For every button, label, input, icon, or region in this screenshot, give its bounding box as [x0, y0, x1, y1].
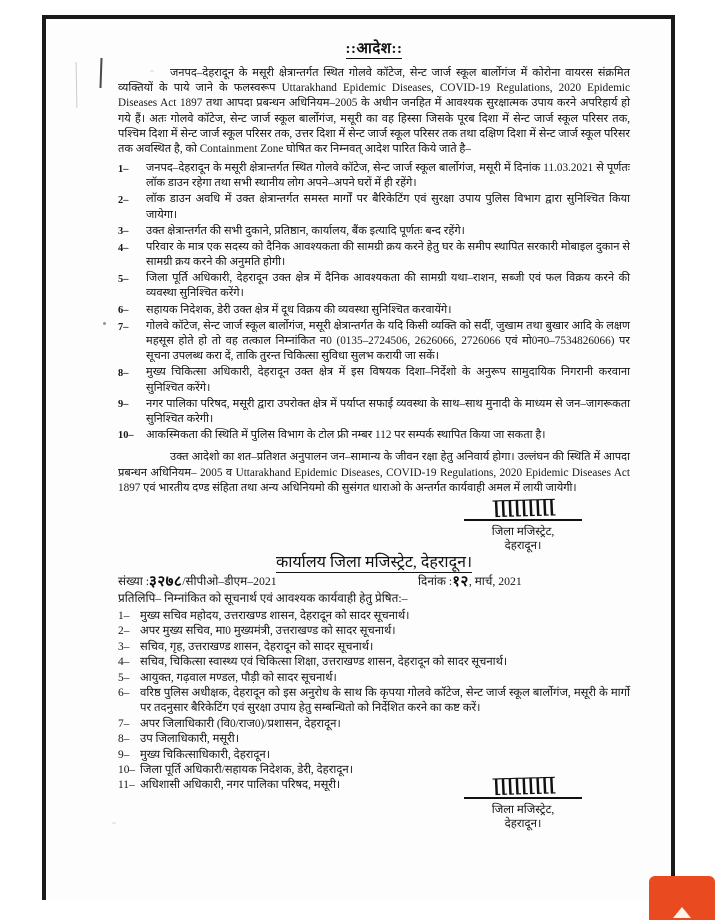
signature-place: देहरादून।: [504, 540, 542, 552]
order-item: [118, 365, 630, 395]
copy-distribution-list: [118, 609, 630, 794]
copy-list-item: [118, 732, 630, 747]
order-item-number: 10–: [118, 430, 134, 442]
copy-item-text: सचिव, चिकित्सा स्वास्थ्य एवं चिकित्सा शिक्षा, उत्तराखण्ड शासन, देहरादून को सादर सूचनार्थ।: [140, 656, 508, 669]
office-heading: [118, 550, 630, 572]
page-title: [118, 38, 630, 58]
copy-item-text: वरिष्ठ पुलिस अधीक्षक, देहरादून को इस अनुरोध के साथ कि कृपया गोलवे कॉटेज, सेन्ट जार्ज स्कूल बार्लोगंज, मसूरी के मार्गो पर तदनुसार बैरिकेटिंग एवं सुरक्षा उपाय हेतु सम्बन्धितो को निर्देशित करने का कष्ट करें।: [140, 687, 630, 715]
dispatch-number-label: संख्या :: [118, 574, 150, 588]
order-item-text: लॉक डाउन अवधि में उक्त क्षेत्रान्तर्गत समस्त मार्गों पर बैरिकेटिंग एवं सुरक्षा उपाय पुलिस विभाग द्वारा सुनिश्चित किया जायेगा।: [146, 193, 630, 221]
scan-speckle: [112, 822, 116, 824]
handwritten-signature: ꞁꞁꞁꞁꞁꞁꞁꞁꞁ: [491, 491, 555, 518]
order-item: [118, 319, 630, 364]
copy-item-number: 6–: [118, 687, 130, 700]
copy-item-text: मुख्य चिकित्साधिकारी, देहरादून।: [140, 748, 271, 761]
order-item: [118, 240, 630, 270]
dispatch-number: [118, 572, 418, 589]
copy-item-number: 3–: [118, 640, 130, 653]
page-title-text: ::आदेश::: [345, 41, 403, 57]
order-item-text: परिवार के मात्र एक सदस्य को दैनिक आवश्यकता की सामग्री क्रय करने हेतु घर के समीप स्थापित सरकारी मोबाइल दुकान से सामग्री क्रय करने की अनुमति होगी।: [146, 241, 630, 269]
order-item: [118, 428, 630, 444]
copy-list-item: [118, 655, 630, 670]
copy-item-text: सचिव, गृह, उत्तराखण्ड शासन, देहरादून को सादर सूचनार्थ।: [140, 640, 374, 653]
copy-item-text: अधिशासी अधिकारी, नगर पालिका परिषद, मसूरी।: [140, 779, 341, 792]
copy-item-number: 2–: [118, 625, 130, 638]
signature-underline: [464, 797, 582, 799]
order-item-text: आकस्मिकता की स्थिति में पुलिस विभाग के टोल फ्री नम्बर 112 पर सम्पर्क स्थापित किया जा सकता है।: [146, 428, 546, 441]
copy-item-number: 4–: [118, 656, 130, 669]
order-item-text: गोलवे कॉटेज, सेन्ट जार्ज स्कूल बार्लोगंज, मसूरी क्षेत्रान्तर्गत के यदि किसी व्यक्ति को सर्दी, जुखाम तथा बुखार आदि के लक्षण महसूस होते हो तो वह तत्काल निम्नांकित न0 (0135–2724506, 2626066, 2726066 एवं मो0न0–7534826066) पर सूचना उपलब्ध करा दें, ताकि तुरन्त चिकित्सा सुविधा सुलभ करायी जा सकें।: [146, 320, 630, 363]
signature-designation: जिला मजिस्ट्रेट,: [491, 804, 555, 816]
office-heading-text: कार्यालय जिला मजिस्ट्रेट, देहरादून।: [275, 554, 473, 571]
copy-list-item: [118, 717, 630, 732]
copy-item-number: 5–: [118, 671, 130, 684]
copy-item-text: अपर मुख्य सचिव, मा0 मुख्यमंत्री, उत्तराखण्ड को सादर सूचनार्थ।: [140, 625, 396, 638]
order-item-text: उक्त क्षेत्रान्तर्गत की सभी दुकाने, प्रतिष्ठान, कार्यालय, बैंक इत्यादि पूर्णतः बन्द रहेंगे।: [146, 224, 465, 237]
order-item-number: 6–: [118, 305, 129, 317]
order-item-text: जनपद–देहरादून के मसूरी क्षेत्रान्तर्गत स्थित गोलवे कॉटेज, सेन्ट जार्ज स्कूल बार्लोगंज, मसूरी में दिनांक 11.03.2021 से पूर्णतः लॉक डाउन रहेगा तथा सभी स्थानीय लोग अपने–अपने घरों में ही रहेंगे।: [146, 162, 630, 190]
order-item: [118, 192, 630, 222]
signature-place: देहरादून।: [504, 818, 542, 830]
handwritten-signature: ꞁꞁꞁꞁꞁꞁꞁꞁꞁ: [491, 769, 555, 796]
order-item: [118, 397, 630, 427]
dispatch-number-suffix: /सीपीओ–डीएम–2021: [182, 574, 277, 588]
copy-list-item: [118, 609, 630, 624]
dispatch-number-date-row: [118, 572, 630, 589]
scroll-to-top-button[interactable]: [649, 876, 715, 920]
dispatch-date-suffix: , मार्च, 2021: [468, 574, 522, 588]
order-item-number: 1–: [118, 163, 129, 175]
copy-item-text: अपर जिलाधिकारी (वि0/राज0)/प्रशासन, देहरादून।: [140, 717, 341, 730]
dispatch-date-value: १२: [452, 572, 469, 590]
copy-item-text: उप जिलाधिकारी, मसूरी।: [140, 733, 240, 746]
closing-paragraph: उक्त आदेशो का शत–प्रतिशत अनुपालन जन–सामान्य के जीवन रक्षा हेतु अनिवार्य होगा। उल्लंघन की स्थिति में आपदा प्रबन्धन अधिनियम– 2005 व Uttarakhand Epidemic Diseases, COVID-19 Regulations, 2020 Epidemic Diseases Act 1897 एवं भारतीय दण्ड संहिता तथा अन्य अधिनियमो की सुसंगत धाराओ के अन्तर्गत कार्यवाही अमल में लायी जायेगी।: [118, 451, 630, 494]
copy-list-intro: प्रतिलिपि– निम्नांकित को सूचनार्थ एवं आवश्यक कार्यवाही हेतु प्रेषित:–: [118, 591, 408, 605]
order-item-number: 3–: [118, 226, 129, 238]
copy-item-number: 11–: [118, 779, 135, 792]
copy-list-item: [118, 686, 630, 717]
chevron-up-icon: [673, 907, 691, 918]
dispatch-number-value: ३२७८: [149, 572, 183, 590]
order-item-text: नगर पालिका परिषद, मसूरी द्वारा उपरोक्त क्षेत्र में पर्याप्त सफाई व्यवस्था के साथ–साथ मुनादी के माध्यम से जन–जागरूकता सुनिश्चित करेगी।: [146, 397, 630, 425]
copy-item-number: 10–: [118, 764, 136, 777]
signature-underline: [464, 519, 582, 521]
signature-block-top: [448, 491, 598, 553]
order-item-text: जिला पूर्ति अधिकारी, देहरादून उक्त क्षेत्र में दैनिक आवश्यकता की सामग्री यथा–राशन, सब्जी एवं फल विक्रय करने की व्यवस्था सुनिश्चित करेंगे।: [146, 272, 630, 300]
copy-list-item: [118, 748, 630, 763]
copy-item-text: जिला पूर्ति अधिकारी/सहायक निदेशक, डेरी, देहरादून।: [140, 764, 354, 777]
order-item: [118, 224, 630, 240]
copy-item-text: मुख्य सचिव महोदय, उत्तराखण्ड शासन, देहरादून को सादर सूचनार्थ।: [140, 610, 410, 622]
signature-block-bottom: [448, 769, 598, 831]
copy-list-item: [118, 640, 630, 655]
copy-item-number: 9–: [118, 748, 130, 761]
scan-speckle: [103, 322, 106, 325]
copy-item-number: 8–: [118, 733, 130, 746]
order-item-number: 5–: [118, 273, 129, 285]
copy-item-text: आयुक्त, गढ़वाल मण्डल, पौड़ी को सादर सूचनार्थ।: [140, 671, 337, 684]
order-item-number: 9–: [118, 399, 129, 411]
order-item-text: मुख्य चिकित्सा अधिकारी, देहरादून उक्त क्षेत्र में इस विषयक दिशा–निर्देशो के अनुरूप सामुदायिक निगरानी करवाना सुनिश्चित करेंगे।: [146, 366, 630, 394]
signature-designation: जिला मजिस्ट्रेट,: [491, 526, 555, 538]
order-item: [118, 303, 630, 319]
order-item-text: सहायक निदेशक, डेरी उक्त क्षेत्र में दूध विक्रय की व्यवस्था सुनिश्चित करवायेंगे।: [146, 303, 452, 316]
dispatch-date-label: दिनांक :: [418, 574, 453, 588]
order-item: [118, 271, 630, 301]
copy-list-item: [118, 624, 630, 639]
order-item-number: 8–: [118, 367, 129, 379]
order-item: [118, 161, 630, 191]
order-items-list: [118, 161, 630, 443]
copy-item-number: 1–: [118, 610, 130, 622]
dispatch-section: [118, 572, 630, 794]
order-item-number: 4–: [118, 242, 129, 254]
order-item-number: 7–: [118, 321, 129, 333]
order-body: [118, 38, 630, 500]
dispatch-date: [418, 572, 630, 589]
opening-paragraph: जनपद–देहरादून के मसूरी क्षेत्रान्तर्गत स्थित गोलवे कॉटेज, सेन्ट जार्ज स्कूल बार्लोगंज में कोरोना वायरस संक्रमित व्यक्तियों के पाये जाने के फलस्वरूप Uttarakhand Epidemic Diseases, COVID-19 Regulations, 2020 Epidemic Diseases Act 1897 तथा आपदा प्रबन्धन अधिनियम–2005 के अधीन जनहित में आवश्यक सुरक्षात्मक उपाय करने अपरिहार्य हो गये हैं। अतः गोलवे कॉटेज, सेन्ट जार्ज स्कूल बार्लोगंज, मसूरी का वह हिस्सा जिसके पूरब दिशा में सेन्ट जार्ज स्कूल परिसर तक, पश्चिम दिशा में सेन्ट जार्ज स्कूल परिसर तक, उत्तर दिशा में सेन्ट जार्ज स्कूल परिसर तक तथा दक्षिण दिशा में सेन्ट जार्ज स्कूल परिसर तक अवस्थित है, को Containment Zone घोषित कर निम्नवत् आदेश पारित किये जाते है–: [118, 67, 630, 156]
copy-list-item: [118, 671, 630, 686]
copy-item-number: 7–: [118, 717, 130, 730]
order-item-number: 2–: [118, 194, 129, 206]
